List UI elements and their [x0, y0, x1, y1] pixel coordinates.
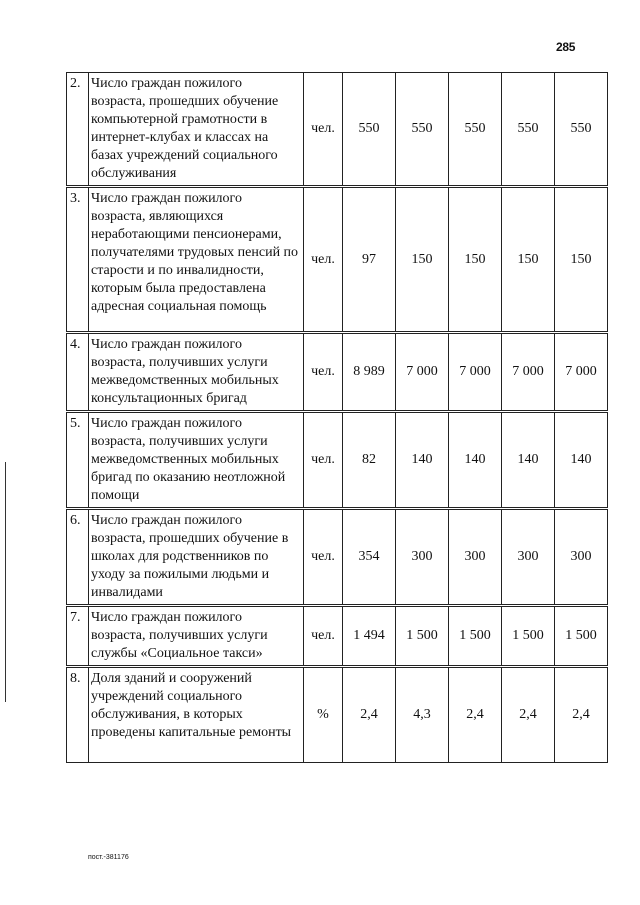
row-number: 7. [67, 606, 89, 667]
unit-cell: % [304, 667, 343, 763]
value-cell: 2,4 [343, 667, 396, 763]
value-cell: 300 [555, 509, 608, 606]
value-cell: 150 [502, 187, 555, 333]
value-cell: 550 [502, 73, 555, 187]
indicator-description: Число граждан пожилого возраста, прошедших обучение компьютерной грамотности в интернет-клубах и классах на базах учреждений социального обслуживания [89, 73, 304, 187]
margin-line [5, 462, 6, 702]
value-cell: 150 [396, 187, 449, 333]
table-row [67, 667, 608, 763]
unit-cell: чел. [304, 606, 343, 667]
value-cell: 1 500 [555, 606, 608, 667]
row-number: 4. [67, 333, 89, 412]
table-row [67, 333, 608, 412]
value-cell: 1 500 [396, 606, 449, 667]
unit-cell: чел. [304, 73, 343, 187]
table-row [67, 412, 608, 509]
indicator-description: Число граждан пожилого возраста, получивших услуги межведомственных мобильных бригад по оказанию неотложной помощи [89, 412, 304, 509]
table-row [67, 73, 608, 187]
value-cell: 300 [449, 509, 502, 606]
value-cell: 550 [449, 73, 502, 187]
indicator-description: Число граждан пожилого возраста, получивших услуги межведомственных мобильных консультационных бригад [89, 333, 304, 412]
value-cell: 2,4 [555, 667, 608, 763]
page-number: 285 [556, 40, 576, 54]
value-cell: 1 494 [343, 606, 396, 667]
table-row [67, 187, 608, 333]
value-cell: 1 500 [502, 606, 555, 667]
row-number: 5. [67, 412, 89, 509]
unit-cell: чел. [304, 412, 343, 509]
row-number: 2. [67, 73, 89, 187]
value-cell: 7 000 [396, 333, 449, 412]
indicator-description: Число граждан пожилого возраста, получивших услуги службы «Социальное такси» [89, 606, 304, 667]
value-cell: 1 500 [449, 606, 502, 667]
document-id: пост.-381176 [88, 854, 129, 861]
value-cell: 300 [502, 509, 555, 606]
value-cell: 7 000 [502, 333, 555, 412]
value-cell: 2,4 [449, 667, 502, 763]
row-number: 6. [67, 509, 89, 606]
value-cell: 354 [343, 509, 396, 606]
table-row [67, 606, 608, 667]
value-cell: 7 000 [449, 333, 502, 412]
value-cell: 97 [343, 187, 396, 333]
value-cell: 150 [449, 187, 502, 333]
value-cell: 7 000 [555, 333, 608, 412]
value-cell: 140 [555, 412, 608, 509]
value-cell: 140 [449, 412, 502, 509]
value-cell: 150 [555, 187, 608, 333]
indicator-description: Доля зданий и сооружений учреждений социального обслуживания, в которых проведены капитальные ремонты [89, 667, 304, 763]
value-cell: 550 [396, 73, 449, 187]
unit-cell: чел. [304, 333, 343, 412]
row-number: 3. [67, 187, 89, 333]
table-row [67, 509, 608, 606]
unit-cell: чел. [304, 187, 343, 333]
row-number: 8. [67, 667, 89, 763]
value-cell: 140 [502, 412, 555, 509]
value-cell: 550 [343, 73, 396, 187]
value-cell: 82 [343, 412, 396, 509]
indicators-table [66, 72, 608, 763]
value-cell: 4,3 [396, 667, 449, 763]
indicator-description: Число граждан пожилого возраста, являющихся неработающими пенсионерами, получателями трудовых пенсий по старости и по инвалидности, которым была предоставлена адресная социальная помощь [89, 187, 304, 333]
value-cell: 140 [396, 412, 449, 509]
unit-cell: чел. [304, 509, 343, 606]
indicator-description: Число граждан пожилого возраста, прошедших обучение в школах для родственников по уходу за пожилыми людьми и инвалидами [89, 509, 304, 606]
value-cell: 2,4 [502, 667, 555, 763]
value-cell: 550 [555, 73, 608, 187]
value-cell: 300 [396, 509, 449, 606]
value-cell: 8 989 [343, 333, 396, 412]
